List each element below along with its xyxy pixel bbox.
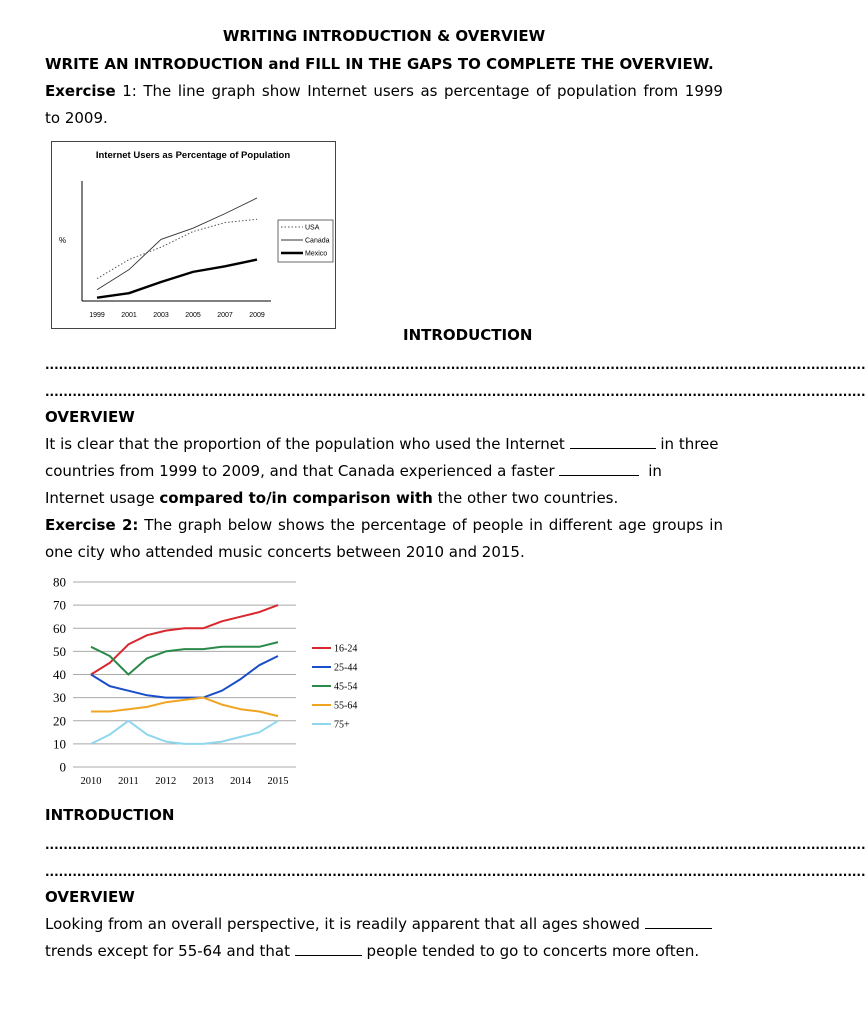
- chart1-legend-label-canada: Canada: [305, 237, 330, 245]
- exercise2-overview-line1: [45, 914, 723, 934]
- overview2-text-a: countries from 1999 to 2009, and that Canada experienced a faster: [45, 462, 555, 480]
- chart2-x-tick-label: 2013: [192, 776, 214, 787]
- answer-line-3: ....................................................................................................................................................................................: [45, 838, 866, 852]
- overview4-text-a: Looking from an overall perspective, it is readily apparent that all ages showed: [45, 915, 640, 933]
- overview5-text-b: people tended to go to concerts more often.: [366, 942, 700, 960]
- gap-input-1[interactable]: [570, 434, 656, 449]
- chart2-x-tick-label: 2015: [267, 776, 289, 787]
- chart2-legend-label-45-54: 45-54: [334, 681, 358, 693]
- chart2-x-tick-label: 2012: [155, 776, 177, 787]
- chart2-y-tick-label: 60: [53, 620, 66, 636]
- chart2-y-tick-label: 50: [53, 643, 66, 659]
- exercise2-overview-line2: [45, 941, 723, 961]
- chart2-legend-label-75+: 75+: [334, 719, 350, 731]
- overview3-text-c: the other two countries.: [437, 489, 619, 507]
- chart2-legend-label-25-44: 25-44: [334, 662, 358, 674]
- chart2-series-45-54: [91, 642, 278, 674]
- chart1-legend-label-mexico: Mexico: [305, 250, 328, 258]
- chart2-y-tick-label: 10: [53, 736, 66, 752]
- exercise1-label: Exercise: [45, 82, 116, 100]
- overview1-text-a: It is clear that the proportion of the population who used the Internet: [45, 435, 565, 453]
- chart2-y-tick-label: 0: [59, 759, 66, 775]
- chart1-x-tick-label: 2001: [121, 312, 137, 319]
- internet-users-chart: [51, 141, 337, 330]
- overview5-text-a: trends except for 55-64 and that: [45, 942, 290, 960]
- answer-line-4: ....................................................................................................................................................................................: [45, 865, 866, 879]
- gap-input-2[interactable]: [559, 461, 639, 476]
- exercise2-overview-heading: OVERVIEW: [45, 888, 135, 906]
- chart1-ylabel: %: [59, 236, 67, 245]
- gap-input-3[interactable]: [645, 914, 712, 929]
- chart1-x-tick-label: 2005: [185, 312, 201, 319]
- chart1-x-tick-label: 2007: [217, 312, 233, 319]
- chart2-y-tick-label: 30: [53, 690, 66, 706]
- chart2-x-tick-label: 2011: [118, 776, 139, 787]
- exercise2-prompt: The graph below shows the percentage of people in different age groups in: [144, 516, 723, 534]
- exercise2-label: Exercise 2:: [45, 516, 139, 534]
- overview3-bold: compared to/in comparison with: [159, 489, 433, 507]
- gap-input-4[interactable]: [295, 941, 362, 956]
- chart2-series-25-44: [91, 656, 278, 698]
- chart1-x-tick-label: 1999: [89, 312, 105, 319]
- exercise1-overview-heading: OVERVIEW: [45, 408, 135, 426]
- concert-attendance-chart: [45, 572, 375, 794]
- chart2-x-tick-label: 2014: [230, 776, 252, 787]
- chart2-y-tick-label: 70: [53, 597, 66, 613]
- overview2-text-b: in: [648, 462, 662, 480]
- exercise1-prompt-line2: to 2009.: [45, 109, 108, 127]
- chart2-legend-label-55-64: 55-64: [334, 700, 358, 712]
- overview1-text-b: in three: [660, 435, 719, 453]
- instruction: WRITE AN INTRODUCTION and FILL IN THE GAPS TO COMPLETE THE OVERVIEW.: [45, 55, 714, 73]
- chart2-y-tick-label: 20: [53, 713, 66, 729]
- exercise1-prompt: The line graph show Internet users as percentage of population from 1999: [143, 82, 723, 100]
- page-title: WRITING INTRODUCTION & OVERVIEW: [222, 27, 546, 45]
- chart2-legend-label-16-24: 16-24: [334, 643, 358, 655]
- chart2-series-75+: [91, 721, 278, 744]
- chart2-x-tick-label: 2010: [80, 776, 102, 787]
- exercise1-overview-line1: [45, 434, 723, 454]
- answer-line-2: ....................................................................................................................................................................................: [45, 385, 866, 399]
- chart1-legend-label-usa: USA: [305, 224, 320, 232]
- chart2-y-tick-label: 80: [53, 574, 66, 590]
- chart1-x-tick-label: 2009: [249, 312, 265, 319]
- overview3-text-a: Internet usage: [45, 489, 155, 507]
- exercise2-prompt-line2: one city who attended music concerts between 2010 and 2015.: [45, 543, 525, 561]
- chart1-x-tick-label: 2003: [153, 312, 169, 319]
- exercise1-introduction-heading: INTRODUCTION: [403, 326, 533, 344]
- answer-line-1: ....................................................................................................................................................................................: [45, 358, 866, 372]
- chart2-y-tick-label: 40: [53, 667, 66, 682]
- exercise2-introduction-heading: INTRODUCTION: [45, 806, 175, 824]
- exercise1-prompt-line1: [45, 81, 723, 101]
- exercise1-overview-line2: [45, 461, 723, 481]
- exercise1-overview-line3: [45, 488, 723, 508]
- exercise2-prompt-line1: [45, 515, 723, 535]
- chart1-title: Internet Users as Percentage of Population: [95, 150, 291, 161]
- chart2-series-55-64: [91, 698, 278, 717]
- exercise1-number: 1:: [122, 82, 137, 100]
